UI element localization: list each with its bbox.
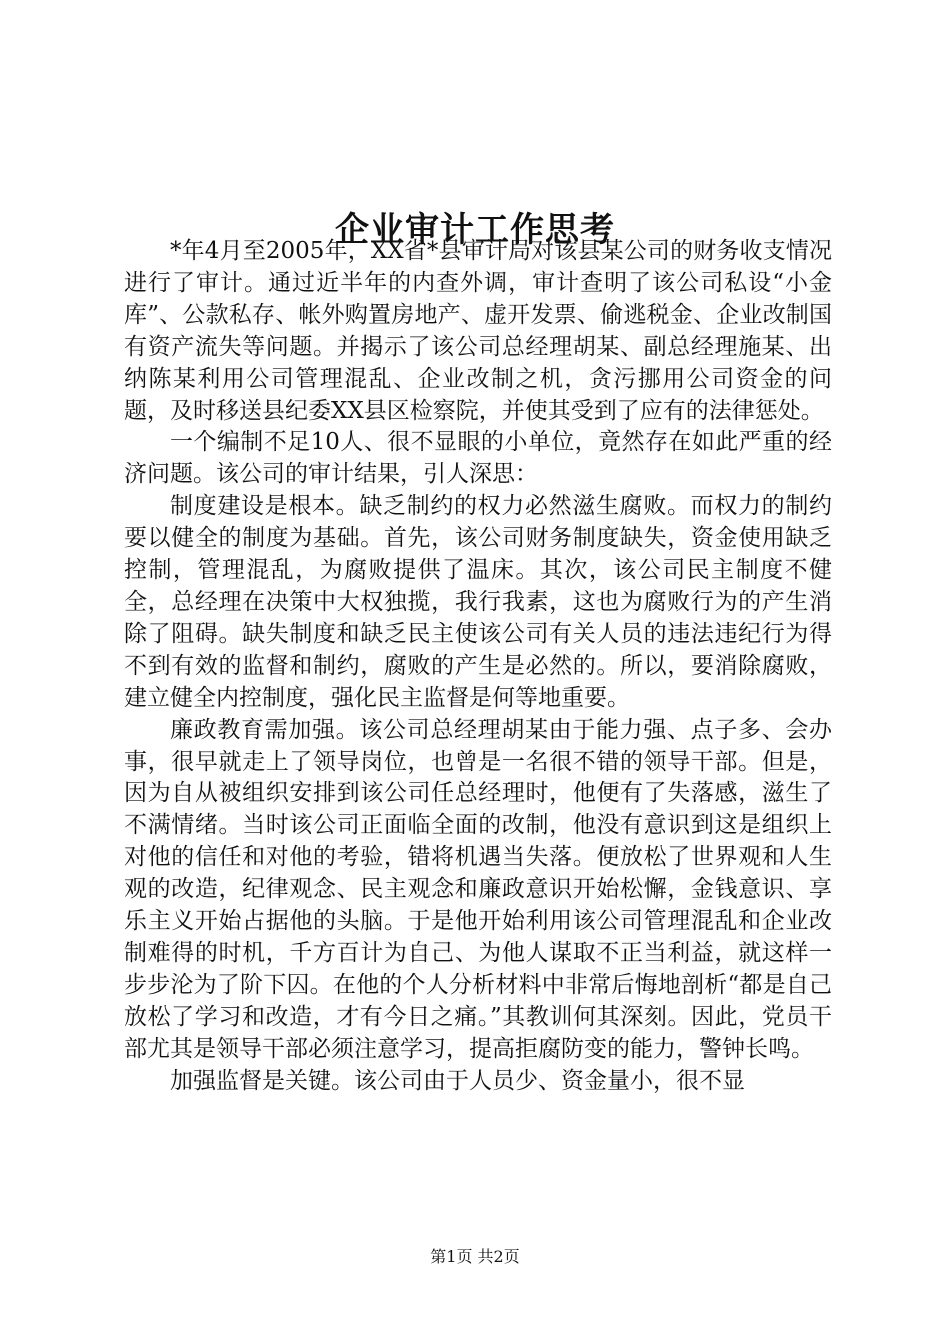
- document-body: [124, 236, 832, 1097]
- paragraph-system-building: 制度建设是根本。缺乏制约的权力必然滋生腐败。而权力的制约要以健全的制度为基础。首先，该公司财务制度缺失，资金使用缺乏控制，管理混乱，为腐败提供了温床。其次，该公司民主制度不健全，总经理在决策中大权独揽，我行我素，这也为腐败行为的产生消除了阻碍。缺失制度和缺乏民主使该公司有关人员的违法违纪行为得不到有效的监督和制约，腐败的产生是必然的。所以，要消除腐败，建立健全内控制度，强化民主监督是何等地重要。: [124, 493, 832, 711]
- page-footer: 第1页 共2页: [430, 1247, 520, 1266]
- paragraph-integrity-education: 廉政教育需加强。该公司总经理胡某由于能力强、点子多、会办事，很早就走上了领导岗位，也曾是一名很不错的领导干部。但是，因为自从被组织安排到该公司任总经理时，他便有了失落感，滋生了不满情绪。当时该公司正面临全面的改制，他没有意识到这是组织上对他的信任和对他的考验，错将机遇当失落。便放松了世界观和人生观的改造，纪律观念、民主观念和廉政意识开始松懈，金钱意识、享乐主义开始占据他的头脑。于是他开始利用该公司管理混乱和企业改制难得的时机，千方百计为自己、为他人谋取不正当利益，就这样一步步沦为了阶下囚。在他的个人分析材料中非常后悔地剖析“都是自己放松了学习和改造，才有今日之痛。”其教训何其深刻。因此，党员干部尤其是领导干部必须注意学习，提高拒腐防变的能力，警钟长鸣。: [124, 716, 832, 1062]
- paragraph-supervision: 加强监督是关键。该公司由于人员少、资金量小，很不显: [170, 1067, 745, 1094]
- paragraph-reflection: 一个编制不足10人、很不显眼的小单位，竟然存在如此严重的经济问题。该公司的审计结果，引人深思：: [124, 429, 832, 488]
- paragraph-intro: *年4月至2005年，XX省*县审计局对该县某公司的财务收支情况进行了审计。通过近半年的内查外调，审计查明了该公司私设“小金库”、公款私存、帐外购置房地产、虚开发票、偷逃税金、企业改制国有资产流失等问题。并揭示了该公司总经理胡某、副总经理施某、出纳陈某利用公司管理混乱、企业改制之机，贪污挪用公司资金的问题，及时移送县纪委XX县区检察院，并使其受到了应有的法律惩处。: [124, 238, 832, 424]
- document-title: 企业审计工作思考: [335, 209, 615, 250]
